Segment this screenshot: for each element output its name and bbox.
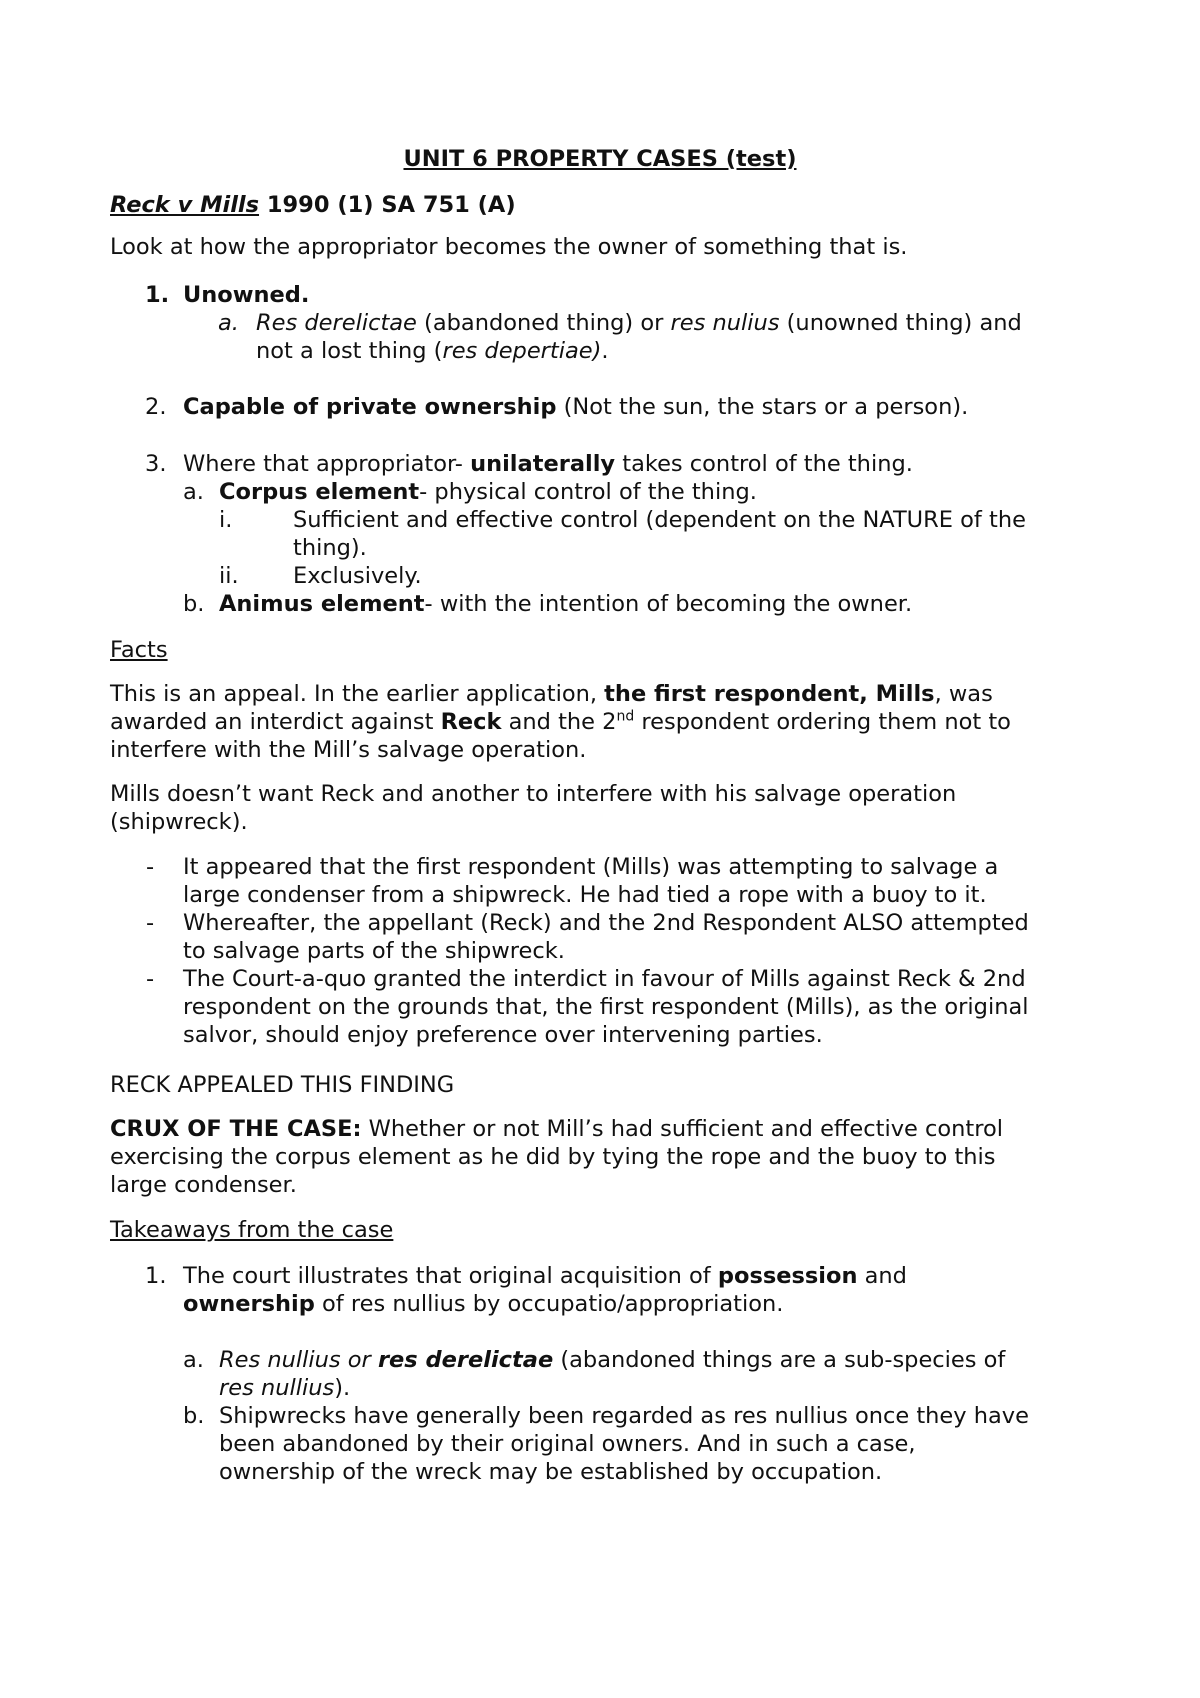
- req3-a-ii-marker: ii.: [219, 563, 239, 589]
- facts-heading: Facts: [110, 637, 168, 663]
- req3-text1: Where that appropriator-: [183, 451, 471, 477]
- animus-element-item: [219, 590, 1100, 618]
- res-derelictae-term: Res derelictae: [256, 310, 417, 336]
- facts-p1-line3: interfere with the Mill’s salvage operation.: [110, 737, 587, 763]
- crux-line1: [110, 1115, 1100, 1143]
- facts-p1-text1: This is an appeal. In the earlier application,: [110, 681, 605, 707]
- takeaway-a-line1: [219, 1346, 1100, 1374]
- req2-label: Capable of private ownership: [183, 394, 557, 420]
- animus-element-label: Animus element: [219, 591, 425, 617]
- res-derelictae-bold-term: res derelictae: [377, 1347, 554, 1373]
- facts-p1-text4: and the 2: [501, 709, 617, 735]
- crux-label: CRUX OF THE CASE:: [110, 1116, 362, 1142]
- res-nullius-term-2: res nullius: [219, 1375, 335, 1401]
- req3-b-marker: b.: [183, 591, 205, 617]
- req3-text2: takes control of the thing.: [615, 451, 913, 477]
- possession-term: possession: [717, 1263, 858, 1289]
- req1-label: Unowned.: [183, 282, 310, 308]
- facts-p1-line2: [110, 708, 1100, 736]
- bullet-1: [183, 853, 1100, 909]
- bullet-3: [183, 965, 1100, 1049]
- takeaway-a: [219, 1346, 1100, 1402]
- takeaways-heading: Takeaways from the case: [110, 1217, 394, 1243]
- takeaway-a-text2: ).: [334, 1375, 351, 1401]
- bullet-1-line1: It appeared that the first respondent (Mills) was attempting to salvage a: [183, 854, 999, 880]
- crux-paragraph: [110, 1115, 1100, 1199]
- req1-a-text1: (abandoned thing) or: [416, 310, 671, 336]
- takeaway-b-line3: ownership of the wreck may be established by occupation.: [219, 1459, 883, 1485]
- animus-element-text: - with the intention of becoming the owner.: [424, 591, 913, 617]
- req1-a-text2: (unowned thing) and: [779, 310, 1022, 336]
- res-depertiae-term: res depertiae): [442, 338, 602, 364]
- facts-p1-text5: respondent ordering them not to: [634, 709, 1011, 735]
- corpus-element-label: Corpus element: [219, 479, 420, 505]
- crux-line2: exercising the corpus element as he did by tying the rope and the buoy to this: [110, 1144, 996, 1170]
- takeaway-b-marker: b.: [183, 1403, 205, 1429]
- facts-p1-line1: [110, 680, 1100, 708]
- takeaway-1-text1: The court illustrates that original acquisition of: [183, 1263, 718, 1289]
- req1-a-line2: [256, 337, 1100, 365]
- facts-p2-line1: Mills doesn’t want Reck and another to interfere with his salvage operation: [110, 781, 957, 807]
- takeaway-1-line1: [183, 1262, 1100, 1290]
- bullet-1-line2: large condenser from a shipwreck. He had tied a rope with a buoy to it.: [183, 882, 987, 908]
- req3-a-ii-text: Exclusively.: [293, 563, 422, 589]
- crux-line3: large condenser.: [110, 1172, 297, 1198]
- takeaway-a-line2: [219, 1374, 1100, 1402]
- facts-p1-text3: awarded an interdict against: [110, 709, 441, 735]
- takeaway-a-marker: a.: [183, 1347, 204, 1373]
- bullet-3-line2: respondent on the grounds that, the first respondent (Mills), as the original: [183, 994, 1029, 1020]
- first-respondent-mills: the first respondent, Mills: [604, 681, 935, 707]
- appeal-statement: RECK APPEALED THIS FINDING: [110, 1072, 455, 1098]
- facts-p1-text2: , was: [934, 681, 993, 707]
- takeaway-b-line1: Shipwrecks have generally been regarded as res nullius once they have: [219, 1403, 1029, 1429]
- ownership-term: ownership: [183, 1291, 315, 1317]
- req1-a-line1: [256, 309, 1100, 337]
- req3-number: 3.: [145, 451, 167, 477]
- req2-rest: (Not the sun, the stars or a person).: [556, 394, 969, 420]
- case-name: Reck v Mills: [110, 192, 260, 218]
- req1-a-text4: .: [601, 338, 609, 364]
- req3-a-i-marker: i.: [219, 507, 233, 533]
- case-reference: 1990 (1) SA 751 (A): [259, 192, 516, 218]
- corpus-element-item: [219, 478, 1100, 506]
- takeaway-1-text2: and: [857, 1263, 907, 1289]
- ordinal-superscript: nd: [616, 708, 635, 725]
- req3-text: [183, 450, 1100, 478]
- req2-text: [183, 393, 1100, 421]
- reck-name: Reck: [440, 709, 502, 735]
- bullet-2: [183, 909, 1100, 965]
- crux-text1: Whether or not Mill’s had sufficient and effective control: [361, 1116, 1004, 1142]
- takeaway-b: [219, 1402, 1100, 1486]
- intro-text: Look at how the appropriator becomes the owner of something that is.: [110, 234, 908, 260]
- req1-a-marker: a.: [218, 310, 239, 336]
- unilaterally-term: unilaterally: [470, 451, 616, 477]
- bullet-2-marker: -: [146, 910, 155, 936]
- req3-a-i-line2: thing).: [293, 535, 367, 561]
- bullet-2-line1: Whereafter, the appellant (Reck) and the 2nd Respondent ALSO attempted: [183, 910, 1029, 936]
- takeaway-1-text3: of res nullius by occupatio/appropriation.: [314, 1291, 784, 1317]
- corpus-element-text: - physical control of the thing.: [419, 479, 757, 505]
- facts-paragraph-2: [110, 780, 1100, 836]
- takeaway-1-line2: [183, 1290, 1100, 1318]
- page-title: UNIT 6 PROPERTY CASES (test): [403, 146, 797, 172]
- bullet-3-marker: -: [146, 966, 155, 992]
- res-nullius-term: Res nullius or: [219, 1347, 378, 1373]
- takeaway-1-number: 1.: [145, 1263, 167, 1289]
- req1-number: 1.: [145, 282, 170, 308]
- takeaway-b-line2: been abandoned by their original owners. And in such a case,: [219, 1431, 916, 1457]
- bullet-1-marker: -: [146, 854, 155, 880]
- req2-number: 2.: [145, 394, 167, 420]
- takeaway-a-text1: (abandoned things are a sub-species of: [553, 1347, 1006, 1373]
- bullet-2-line2: to salvage parts of the shipwreck.: [183, 938, 565, 964]
- res-nulius-term: res nulius: [670, 310, 780, 336]
- takeaway-1: [183, 1262, 1100, 1318]
- bullet-3-line3: salvor, should enjoy preference over intervening parties.: [183, 1022, 823, 1048]
- bullet-3-line1: The Court-a-quo granted the interdict in favour of Mills against Reck & 2nd: [183, 966, 1026, 992]
- req3-a-marker: a.: [183, 479, 204, 505]
- case-citation: [110, 191, 1100, 219]
- facts-paragraph-1: [110, 680, 1100, 764]
- req1-a-text3: not a lost thing (: [256, 338, 443, 364]
- req3-a-i-line1: Sufficient and effective control (dependent on the NATURE of the: [293, 507, 1026, 533]
- facts-p2-line2: (shipwreck).: [110, 809, 248, 835]
